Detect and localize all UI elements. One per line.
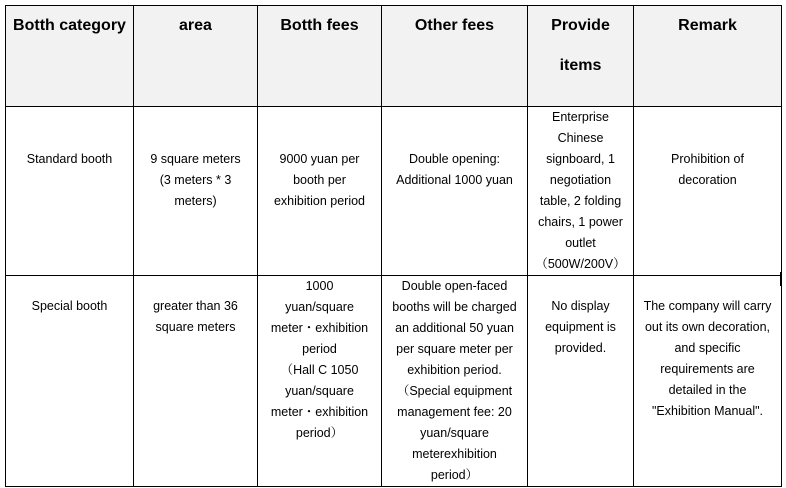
cell-other-fees: Double open-faced booths will be charged an additional 50 yuan per square meter per exhibition period. （Special equipment management fee: 20 yuan/square meterexhibition period） — [382, 276, 528, 487]
header-booth-fees: Botth fees — [258, 6, 382, 107]
header-other-fees: Other fees — [382, 6, 528, 107]
cell-remark: The company will carry out its own decoration, and specific requirements are detailed in the "Exhibition Manual". — [634, 276, 782, 487]
booth-fee-table — [5, 5, 782, 487]
cell-other-fees: Double opening: Additional 1000 yuan — [382, 107, 528, 276]
header-row — [6, 6, 782, 107]
header-area: area — [134, 6, 258, 107]
table-row-standard-booth — [6, 107, 782, 276]
header-provide-items: Provide items — [528, 6, 634, 107]
cell-area: greater than 36 square meters — [134, 276, 258, 487]
cell-category: Special booth — [6, 276, 134, 487]
cell-area: 9 square meters (3 meters * 3 meters) — [134, 107, 258, 276]
header-booth-category: Botth category — [6, 6, 134, 107]
text-cursor-marker — [780, 272, 782, 286]
cell-remark: Prohibition of decoration — [634, 107, 782, 276]
cell-booth-fees: 9000 yuan per booth per exhibition period — [258, 107, 382, 276]
header-remark: Remark — [634, 6, 782, 107]
cell-provide-items: Enterprise Chinese signboard, 1 negotiation table, 2 folding chairs, 1 power outlet （500W/200V） — [528, 107, 634, 276]
table-row-special-booth — [6, 276, 782, 487]
cell-provide-items: No display equipment is provided. — [528, 276, 634, 487]
cell-booth-fees: 1000 yuan/square meter・exhibition period （Hall C 1050 yuan/square meter・exhibition period） — [258, 276, 382, 487]
cell-category: Standard booth — [6, 107, 134, 276]
